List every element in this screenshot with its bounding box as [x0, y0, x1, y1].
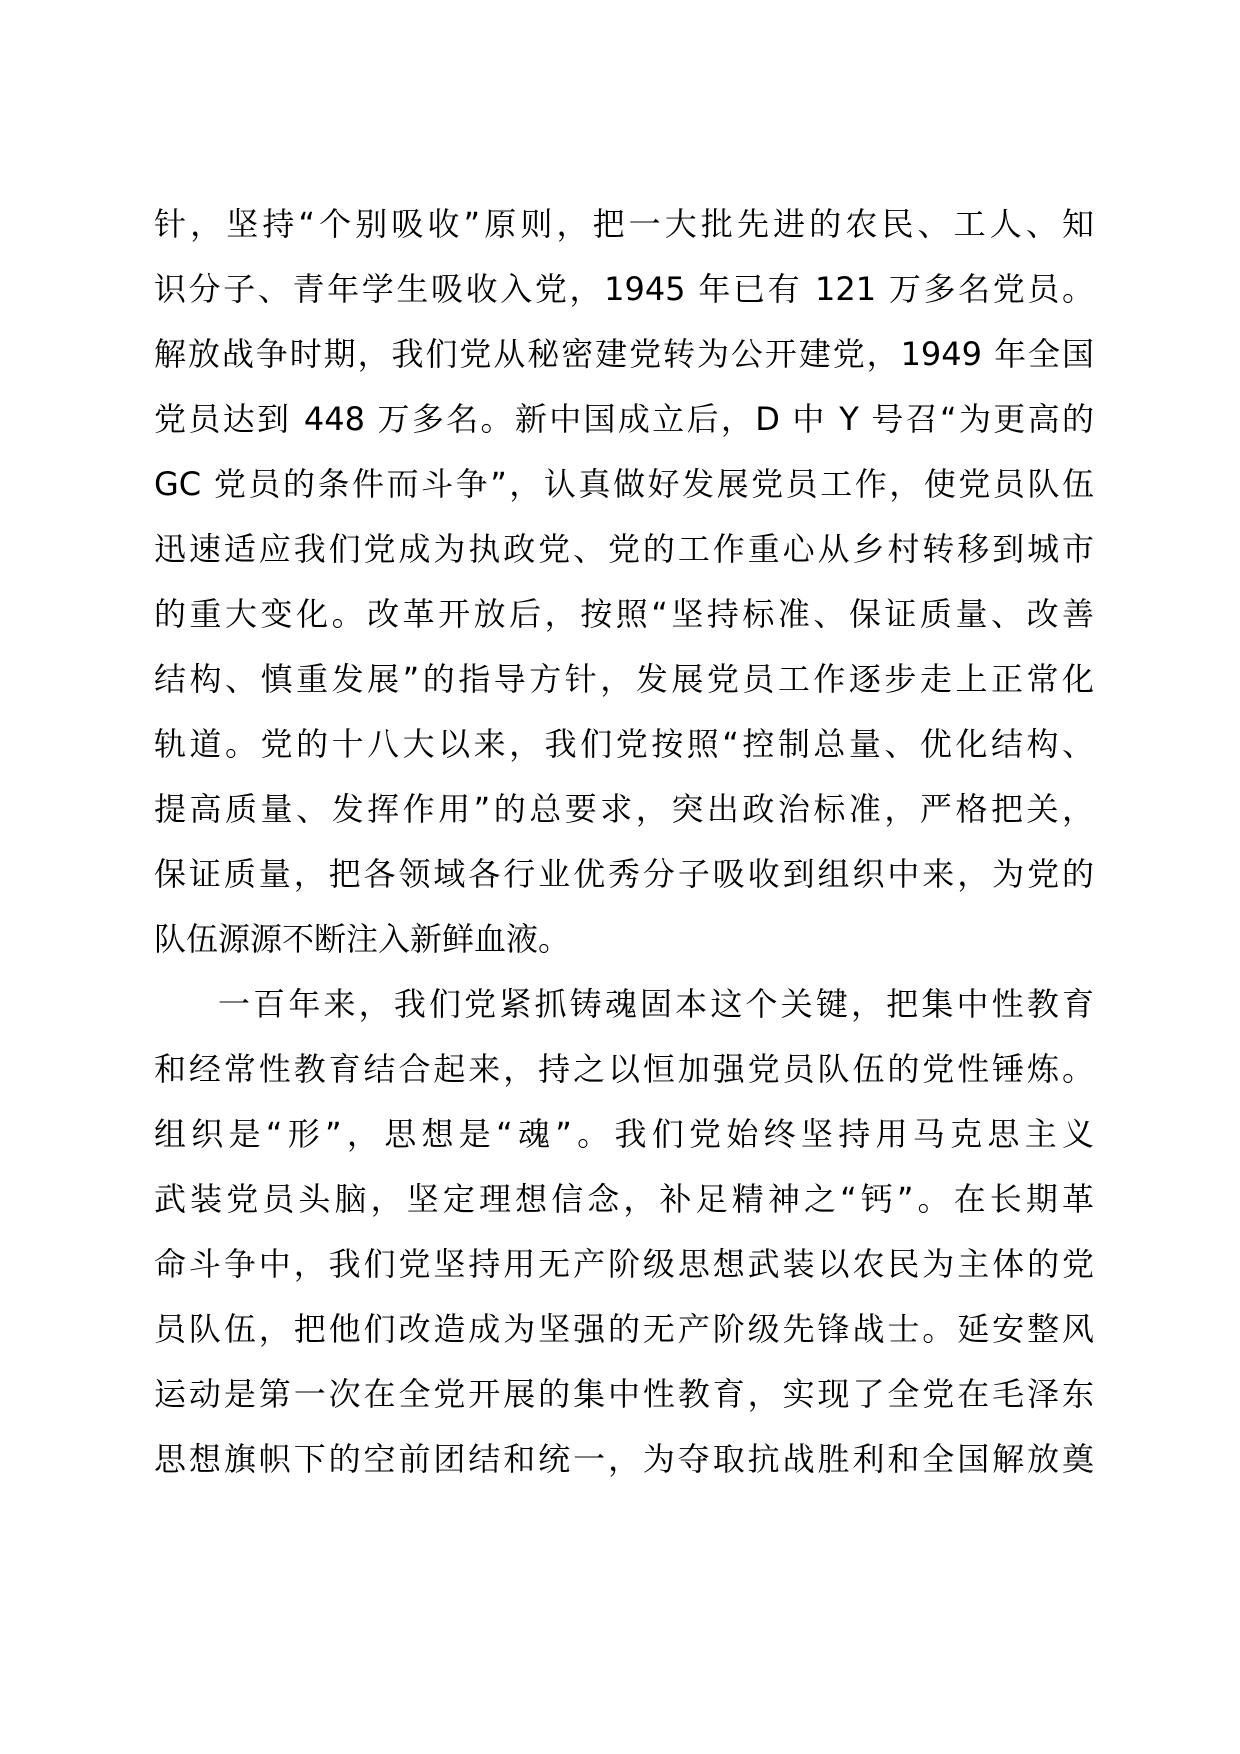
text-line: 运动是第一次在全党开展的集中性教育，实现了全党在毛泽东: [154, 1375, 1094, 1413]
text-line: 结构、慎重发展”的指导方针，发展党员工作逐步走上正常化: [154, 660, 1094, 698]
text-line: 的重大变化。改革开放后，按照“坚持标准、保证质量、改善: [154, 595, 1094, 633]
text-line: 党员达到 448 万多名。新中国成立后，D 中 Y 号召“为更高的: [154, 400, 1094, 438]
document-body: [154, 192, 1094, 1492]
text-line: 组织是“形”，思想是“魂”。我们党始终坚持用马克思主义: [154, 1115, 1094, 1153]
text-line: 轨道。党的十八大以来，我们党按照“控制总量、优化结构、: [154, 725, 1094, 763]
text-line: 员队伍，把他们改造成为坚强的无产阶级先锋战士。延安整风: [154, 1310, 1094, 1348]
text-line: 迅速适应我们党成为执政党、党的工作重心从乡村转移到城市: [154, 530, 1094, 568]
text-line: 解放战争时期，我们党从秘密建党转为公开建党，1949 年全国: [154, 335, 1094, 373]
text-line: 识分子、青年学生吸收入党，1945 年已有 121 万多名党员。: [154, 270, 1094, 308]
text-line: 武装党员头脑，坚定理想信念，补足精神之“钙”。在长期革: [154, 1180, 1094, 1218]
text-line: GC 党员的条件而斗争”，认真做好发展党员工作，使党员队伍: [154, 465, 1094, 503]
text-line: 保证质量，把各领域各行业优秀分子吸收到组织中来，为党的: [154, 855, 1094, 893]
text-line: 思想旗帜下的空前团结和统一，为夺取抗战胜利和全国解放奠: [154, 1440, 1094, 1478]
paragraph-end-line: 队伍源源不断注入新鲜血液。: [154, 920, 571, 958]
text-line: 针，坚持“个别吸收”原则，把一大批先进的农民、工人、知: [154, 205, 1094, 243]
paragraph-first-line: 一百年来，我们党紧抓铸魂固本这个关键，把集中性教育: [218, 985, 1094, 1023]
text-line: 提高质量、发挥作用”的总要求，突出政治标准，严格把关，: [154, 790, 1094, 828]
text-line: 和经常性教育结合起来，持之以恒加强党员队伍的党性锤炼。: [154, 1050, 1094, 1088]
text-line: 命斗争中，我们党坚持用无产阶级思想武装以农民为主体的党: [154, 1245, 1094, 1283]
